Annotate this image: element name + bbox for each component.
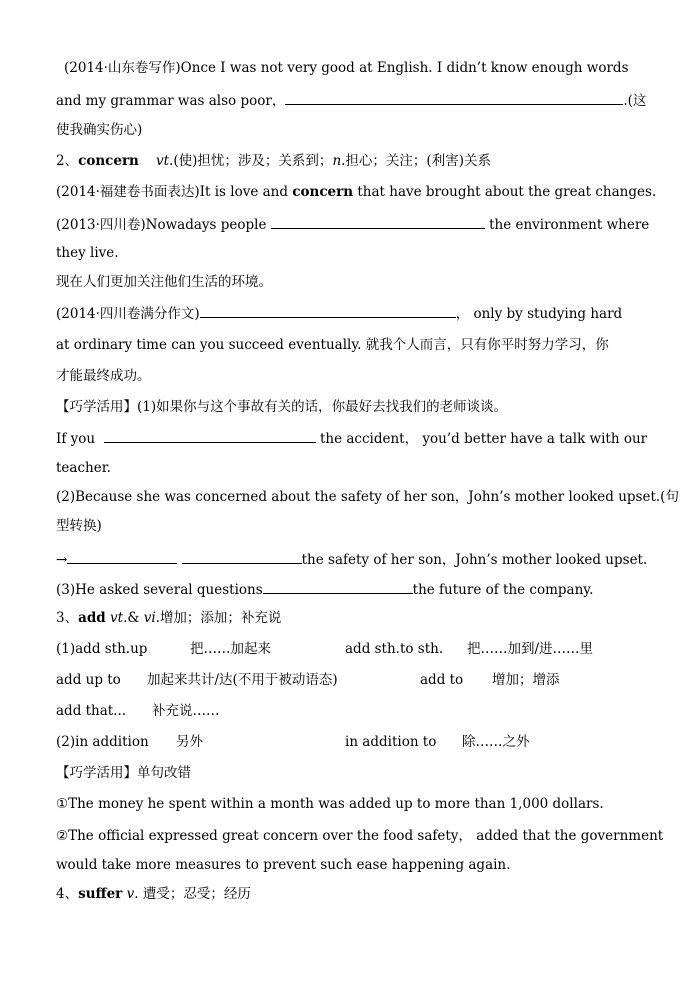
answer-blank[interactable] xyxy=(104,428,316,443)
text-line xyxy=(56,487,679,507)
phrase: (1)add sth.up xyxy=(56,641,148,657)
exercise-sentence: ②The official expressed great concern over the food safety， added that the government xyxy=(56,828,664,844)
vocab-heading xyxy=(56,884,640,904)
vocab-heading xyxy=(56,151,640,171)
phrase: in addition to xyxy=(345,734,437,750)
text-line xyxy=(56,272,640,292)
text-line xyxy=(56,428,648,449)
section-heading xyxy=(56,397,640,417)
example-text: .(这 xyxy=(623,93,647,109)
text-line xyxy=(56,516,640,536)
phrase-meaning: 把……加起来 xyxy=(190,641,271,657)
part-of-speech: vt. xyxy=(156,153,174,169)
phrase: add up to xyxy=(56,672,121,688)
vocab-meaning: 增加；添加；补充说 xyxy=(159,610,282,626)
item-number: 4、 xyxy=(56,886,79,902)
example-text: the future of the company. xyxy=(412,582,594,598)
exercise-prompt: 【巧学活用】单句改错 xyxy=(56,765,191,781)
exercise-sentence: would take more measures to prevent such ease happening again. xyxy=(56,857,511,873)
example-text: and my grammar was also poor， xyxy=(56,93,286,109)
example-text: If you xyxy=(56,431,96,447)
vocab-meaning: (使)担忧；涉及；关系到； xyxy=(173,153,333,169)
vocab-word: add xyxy=(78,610,106,626)
phrase: add sth.to sth. xyxy=(345,641,444,657)
phrase-meaning: 另外 xyxy=(176,734,203,750)
text-line xyxy=(56,549,648,570)
answer-blank[interactable] xyxy=(263,579,413,594)
item-number: 3、 xyxy=(56,610,79,626)
phrase: (2)in addition xyxy=(56,734,149,750)
answer-blank[interactable] xyxy=(182,549,302,564)
text-line xyxy=(56,90,647,111)
phrase-meaning: 除……之外 xyxy=(462,734,530,750)
example-text: the safety of her son，John’s mother looked upset. xyxy=(301,552,648,568)
example-text: (2)Because she was concerned about the safety of her son，John’s mother looked upset.(句 xyxy=(56,489,679,505)
text-line xyxy=(56,458,640,478)
example-text: (2014·山东卷写作)Once I was not very good at English. I didn’t know enough words xyxy=(64,60,629,76)
answer-blank[interactable] xyxy=(67,549,177,564)
exercise-sentence: ①The money he spent within a month was added up to more than 1,000 dollars. xyxy=(56,796,604,812)
phrase: add to xyxy=(420,672,464,688)
part-of-speech: n. xyxy=(332,153,346,169)
example-text: 型转换) xyxy=(56,518,102,534)
translation-text: 使我确实伤心) xyxy=(56,122,143,138)
translation-text: 现在人们更加关注他们生活的环境。 xyxy=(56,274,272,290)
keyword: concern xyxy=(292,184,354,200)
text-line xyxy=(56,243,640,263)
example-text: the environment where xyxy=(489,217,650,233)
text-line xyxy=(56,120,640,140)
text-line xyxy=(56,366,640,386)
answer-blank[interactable] xyxy=(285,90,623,105)
example-text: that have brought about the great changes. xyxy=(353,184,657,200)
example-text: (2014·福建卷书面表达)It is love and xyxy=(56,184,293,200)
translation-text: 才能最终成功。 xyxy=(56,368,151,384)
separator: & xyxy=(127,610,144,626)
arrow-text: → xyxy=(56,552,68,568)
phrase-meaning: 补充说…… xyxy=(152,703,220,719)
text-line xyxy=(56,303,640,324)
example-text: (3)He asked several questions xyxy=(56,582,263,598)
text-line xyxy=(56,794,640,814)
text-line xyxy=(56,579,640,600)
vocab-meaning: . 遭受；忍受；经历 xyxy=(134,886,251,902)
vocab-word: suffer xyxy=(78,886,123,902)
example-text: they live. xyxy=(56,245,119,261)
text-line xyxy=(56,826,664,846)
example-text: (2014·四川卷满分作文) xyxy=(56,306,200,322)
phrase: add that... xyxy=(56,703,127,719)
part-of-speech: vt. xyxy=(110,610,128,626)
example-text: the accident， you’d better have a talk with our xyxy=(319,431,648,447)
vocab-heading xyxy=(56,608,640,628)
example-text: ， only by studying hard xyxy=(455,306,623,322)
vocab-meaning: 担心；关注；(利害)关系 xyxy=(345,153,491,169)
answer-blank[interactable] xyxy=(200,303,456,318)
text-line xyxy=(56,335,640,355)
example-text: at ordinary time can you succeed eventually. 就我个人而言，只有你平时努力学习，你 xyxy=(56,337,609,353)
text-line xyxy=(56,182,657,202)
vocab-word: concern xyxy=(78,153,139,169)
section-heading xyxy=(56,763,640,783)
text-line xyxy=(56,855,640,875)
answer-blank[interactable] xyxy=(271,214,485,229)
item-number: 2、 xyxy=(56,153,79,169)
part-of-speech: v xyxy=(126,886,135,902)
phrase-meaning: 加起来共计/达(不用于被动语态) xyxy=(147,672,338,688)
phrase-meaning: 把……加到/进……里 xyxy=(467,641,594,657)
text-line xyxy=(64,58,640,78)
exercise-prompt: 【巧学活用】(1)如果你与这个事故有关的话，你最好去找我们的老师谈谈。 xyxy=(56,399,508,415)
part-of-speech: vi. xyxy=(143,610,160,626)
example-text: teacher. xyxy=(56,460,111,476)
example-text: (2013·四川卷)Nowadays people xyxy=(56,217,267,233)
text-line xyxy=(56,214,650,235)
phrase-meaning: 增加；增添 xyxy=(492,672,560,688)
